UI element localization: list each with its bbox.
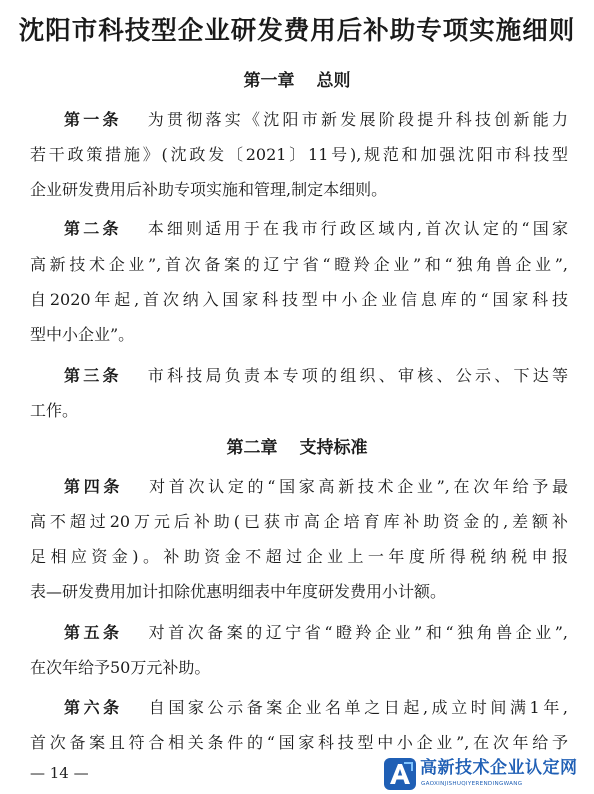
paragraph-text: 市科技局负责本专项的组织、审核、公示、下达等: [147, 366, 568, 385]
chapter-name: 支持标准: [299, 438, 368, 458]
watermark-text: 高新技术企业认定网: [420, 758, 578, 778]
chapter-number: 第二章: [226, 438, 278, 458]
article-6-line-1: [64, 696, 568, 720]
article-label: 第六条: [64, 698, 123, 717]
chapter-heading-1: [0, 69, 594, 93]
paragraph-text: 为贯彻落实《沈阳市新发展阶段提升科技创新能力: [147, 110, 568, 129]
article-3-line-1: [64, 364, 568, 388]
paragraph-text: 对首次认定的“国家高新技术企业”,在次年给予最: [149, 477, 568, 496]
article-2-line-3: 自2020年起,首次纳入国家科技型中小企业信息库的“国家科技: [30, 290, 568, 309]
article-6-line-2: 首次备案且符合相关条件的“国家科技型中小企业”,在次年给予: [30, 733, 568, 752]
article-5-line-2: 在次年给予50万元补助。: [30, 658, 211, 677]
article-label: 第一条: [64, 110, 122, 129]
article-3-line-2: 工作。: [30, 401, 79, 420]
article-1-line-1: [64, 108, 568, 132]
chapter-number: 第一章: [243, 71, 295, 91]
article-2-line-2: 高新技术企业”,首次备案的辽宁省“瞪羚企业”和“独角兽企业”,: [30, 255, 568, 274]
chapter-name: 总则: [316, 71, 351, 91]
article-2-line-1: [64, 217, 568, 241]
page-number: — 14 —: [30, 764, 89, 782]
article-2-line-4: 型中小企业”。: [30, 325, 135, 344]
article-4-line-2: 高不超过20万元后补助(已获市高企培育库补助资金的,差额补: [30, 512, 568, 531]
article-1-line-3: 企业研发费用后补助专项实施和管理,制定本细则。: [30, 180, 388, 199]
article-4-line-1: [64, 475, 568, 499]
article-label: 第三条: [64, 366, 122, 385]
article-label: 第五条: [64, 623, 123, 642]
article-5-line-1: [64, 621, 568, 645]
article-1-line-2: 若干政策措施》(沈政发〔2021〕11号),规范和加强沈阳市科技型: [30, 145, 568, 164]
article-label: 第二条: [64, 219, 122, 238]
article-4-line-3: 足相应资金)。补助资金不超过企业上一年度所得税纳税申报: [30, 547, 568, 566]
document-title: 沈阳市科技型企业研发费用后补助专项实施细则: [18, 16, 576, 46]
paragraph-text: 自国家公示备案企业名单之日起,成立时间满1年,: [148, 698, 568, 717]
paragraph-text: 本细则适用于在我市行政区域内,首次认定的“国家: [147, 219, 568, 238]
watermark-subtext: GAOXINJISHUQIYERENDINGWANG: [421, 781, 523, 787]
logo-a-icon: [384, 758, 416, 790]
watermark-logo: [384, 756, 590, 792]
article-4-line-4: 表—研发费用加计扣除优惠明细表中年度研发费用小计额。: [30, 582, 447, 601]
paragraph-text: 对首次备案的辽宁省“瞪羚企业”和“独角兽企业”,: [148, 623, 568, 642]
chapter-heading-2: [0, 436, 594, 460]
article-label: 第四条: [64, 477, 124, 496]
